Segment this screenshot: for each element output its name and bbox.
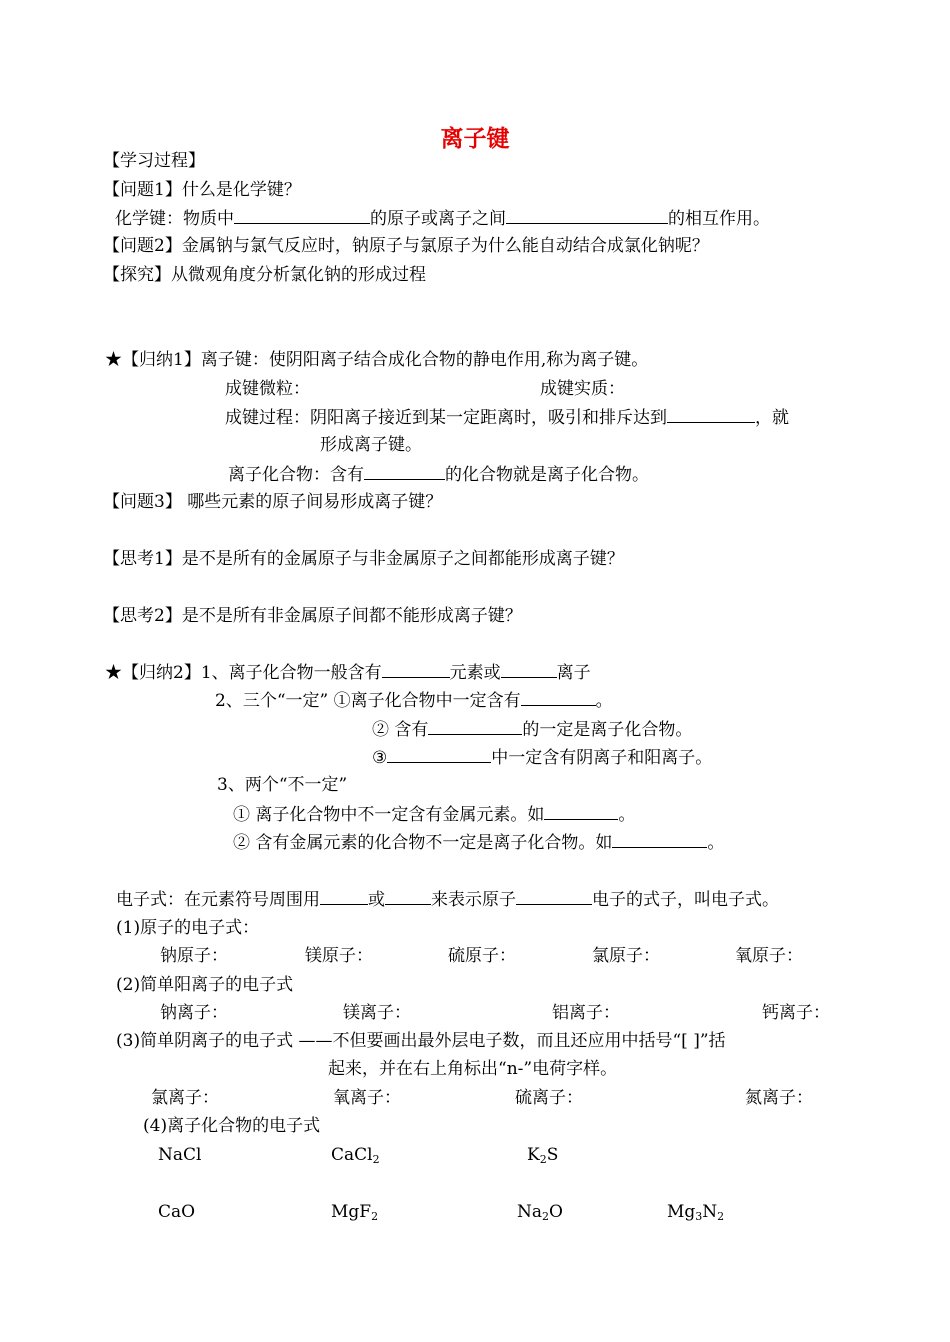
anion-item: 氧离子： <box>333 1088 401 1108</box>
blank-field[interactable] <box>544 803 618 820</box>
blank-field[interactable] <box>385 888 431 905</box>
cation-electron-formula-heading: (2)简单阳离子的电子式 <box>116 975 294 995</box>
blank-field[interactable] <box>428 718 522 735</box>
anion-item: 硫离子： <box>515 1088 583 1108</box>
cation-item: 钠离子： <box>160 1003 228 1023</box>
formula-mg3n2: $Mg_3N_2$ <box>667 1202 725 1223</box>
formula-cao: CaO <box>158 1202 196 1222</box>
certainty-3: ③ 中一定含有阴离子和阳离子。 <box>372 748 713 768</box>
blank-field[interactable] <box>320 888 368 905</box>
cation-item: 钙离子： <box>762 1003 830 1023</box>
blank-field[interactable] <box>516 888 592 905</box>
atom-item: 镁原子： <box>305 946 373 966</box>
question-2: 【问题2】金属钠与氯气反应时，钠原子与氯原子为什么能自动结合成氯化钠呢？ <box>103 236 709 256</box>
chemical-bond-definition: 化学键：物质中 的原子或离子之间 的相互作用。 <box>115 209 770 229</box>
formula-nacl: NaCl <box>158 1145 202 1165</box>
cation-item: 镁离子： <box>343 1003 411 1023</box>
formula-na2o: $Na_2O$ <box>517 1202 563 1223</box>
blank-field[interactable] <box>234 207 370 224</box>
blank-field[interactable] <box>521 689 596 706</box>
summary-1: ★【归纳1】离子键：使阴阳离子结合成化合物的静电作用,称为离子键。 <box>105 350 649 370</box>
uncertainty-2: ② 含有金属元素的化合物不一定是离子化合物。如 。 <box>233 833 725 853</box>
formula-k2s: $K_2S$ <box>527 1145 559 1166</box>
bond-process: 成键过程：阴阳离子接近到某一定距离时，吸引和排斥达到 ，就 <box>225 408 789 428</box>
explore-heading: 【探究】从微观角度分析氯化钠的形成过程 <box>103 265 426 285</box>
blank-field[interactable] <box>506 207 668 224</box>
uncertainty-1: ① 离子化合物中不一定含有金属元素。如 。 <box>233 805 636 825</box>
anion-item: 氮离子： <box>745 1088 813 1108</box>
two-uncertainties: 3、两个“不一定” <box>217 775 348 795</box>
electron-formula-definition: 电子式：在元素符号周围用 或 来表示原子 电子的式子，叫电子式。 <box>116 890 779 910</box>
blank-field[interactable] <box>612 831 707 848</box>
anion-item: 氯离子： <box>151 1088 219 1108</box>
think-1: 【思考1】是不是所有的金属原子与非金属原子之间都能形成离子键？ <box>103 549 624 569</box>
atom-electron-formula-heading: (1)原子的电子式： <box>116 918 260 938</box>
formula-mgf2: MgF$_2$ <box>331 1202 379 1223</box>
three-certainties: 2、三个“一定” ①离子化合物中一定含有 。 <box>215 691 613 711</box>
atom-item: 钠原子： <box>160 946 228 966</box>
ionic-compound-formula-heading: (4)离子化合物的电子式 <box>143 1116 321 1136</box>
summary-2: ★【归纳2】1、离子化合物一般含有 元素或 离子 <box>105 663 591 683</box>
bond-process-end: 形成离子键。 <box>320 435 422 455</box>
bond-particles: 成键微粒： <box>225 379 310 399</box>
blank-field[interactable] <box>382 661 450 678</box>
anion-note: 起来，并在右上角标出“n-”电荷字样。 <box>328 1059 618 1079</box>
certainty-2: ② 含有 的一定是离子化合物。 <box>372 720 693 740</box>
question-1: 【问题1】什么是化学键？ <box>103 180 301 200</box>
page-title: 离子键 <box>440 126 510 152</box>
atom-item: 氯原子： <box>592 946 660 966</box>
blank-field[interactable] <box>667 406 755 423</box>
formula-cacl2: CaCl$_2$ <box>331 1145 380 1166</box>
blank-field[interactable] <box>501 661 557 678</box>
cation-item: 铝离子： <box>552 1003 620 1023</box>
ionic-compound-definition: 离子化合物：含有 的化合物就是离子化合物。 <box>228 465 649 485</box>
anion-electron-formula-heading: (3)简单阴离子的电子式 ——不但要画出最外层电子数，而且还应用中括号“[ ]”括 <box>116 1031 726 1051</box>
blank-field[interactable] <box>387 746 491 763</box>
blank-field[interactable] <box>364 463 445 480</box>
bond-essence: 成键实质： <box>540 379 625 399</box>
atom-item: 硫原子： <box>448 946 516 966</box>
atom-item: 氧原子： <box>735 946 803 966</box>
think-2: 【思考2】是不是所有非金属原子间都不能形成离子键？ <box>103 606 522 626</box>
section-learning-process: 【学习过程】 <box>103 151 205 171</box>
question-3: 【问题3】 哪些元素的原子间易形成离子键？ <box>103 492 443 512</box>
